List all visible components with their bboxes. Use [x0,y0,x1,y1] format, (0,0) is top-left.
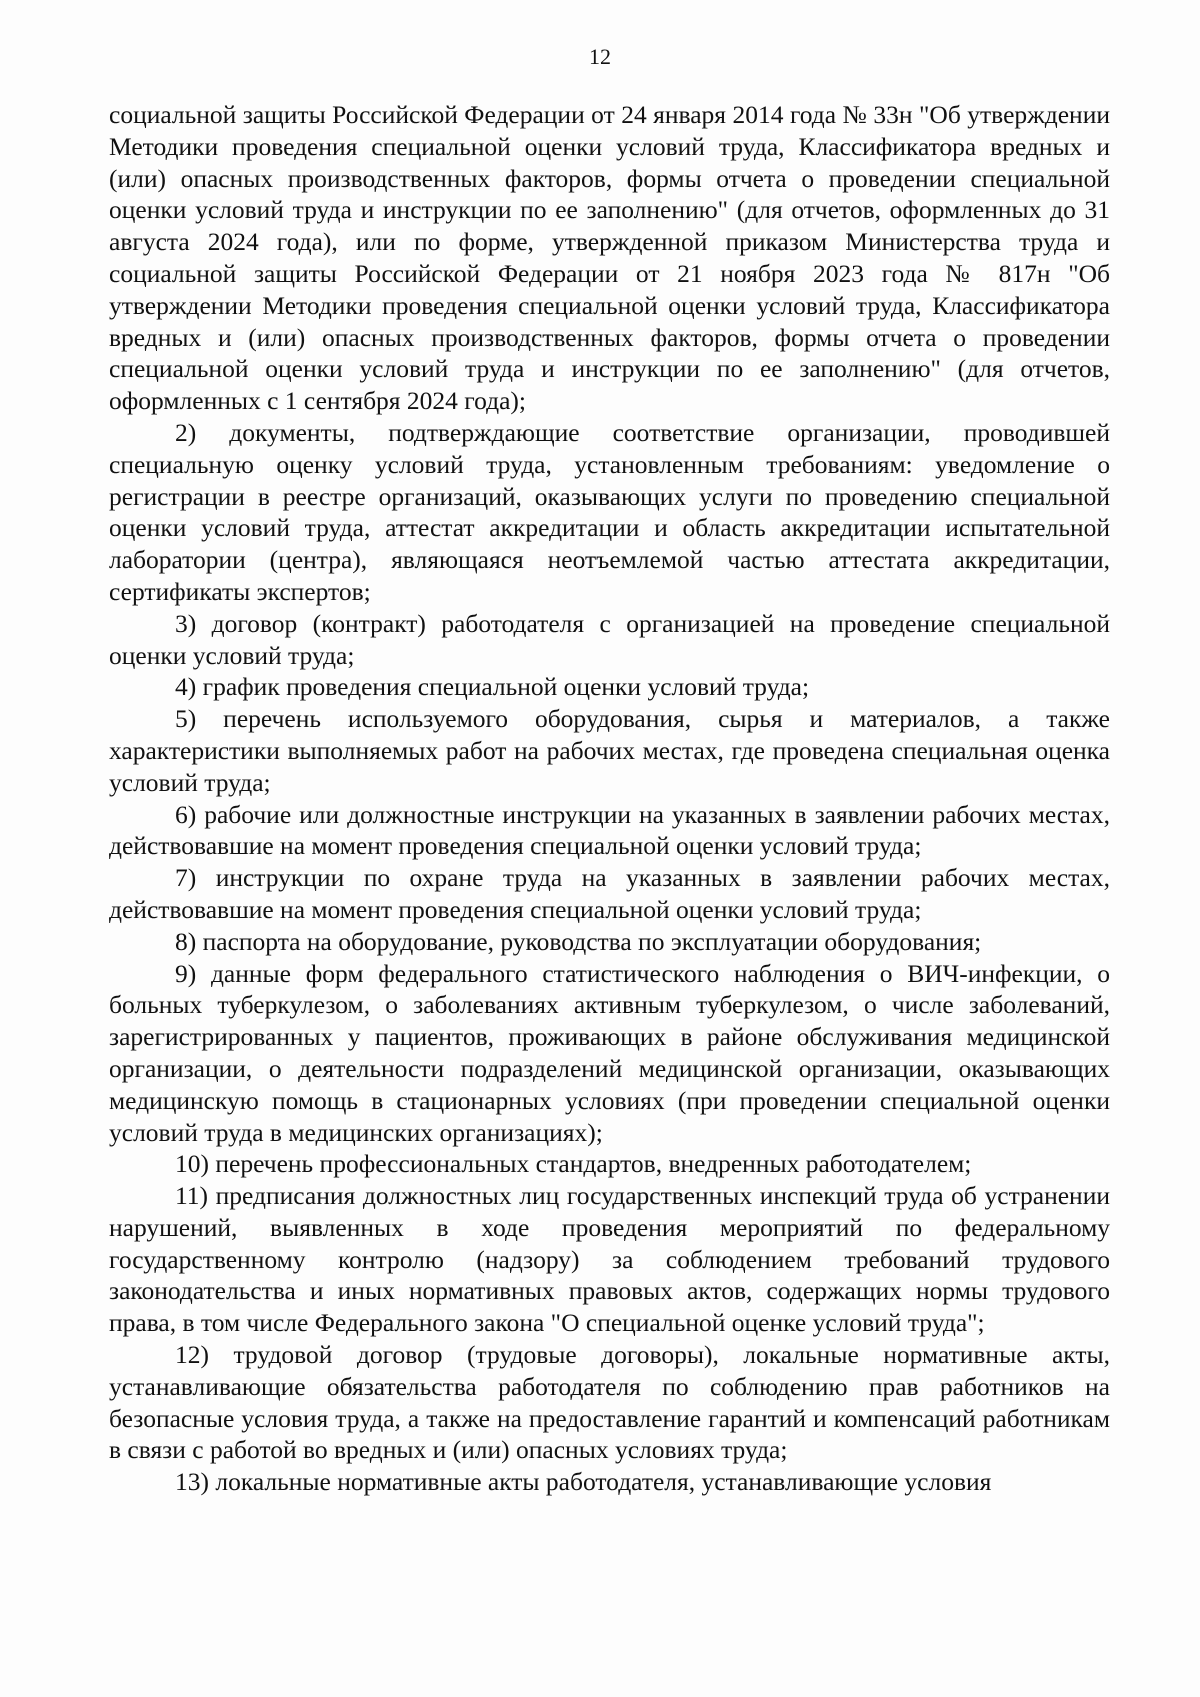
paragraph-item-11: 11) предписания должностных лиц государственных инспекций труда об устранении нарушений, выявленных в ходе проведения мероприятий по федеральному государственному контролю (надзору) за соблюдением требований трудового законодательства и иных нормативных правовых актов, содержащих нормы трудового права, в том числе Федерального закона "О специальной оценке условий труда"; [109,1181,1110,1338]
page-number: 12 [589,44,611,69]
paragraph-item-5: 5) перечень используемого оборудования, сырья и материалов, а также характеристики выполняемых работ на рабочих местах, где проведена специальная оценка условий труда; [109,704,1110,797]
paragraph-item-3: 3) договор (контракт) работодателя с организацией на проведение специальной оценки условий труда; [109,608,1110,670]
paragraph-item-9: 9) данные форм федерального статистического наблюдения о ВИЧ-инфекции, о больных туберкулезом, о заболеваниях активным туберкулезом, о числе заболеваний, зарегистрированных у пациентов, проживающих в районе обслуживания медицинской организации, о деятельности подразделений медицинской организации, оказывающих медицинскую помощь в стационарных условиях (при проведении специальной оценки условий труда в медицинских организациях); [109,958,1110,1147]
document-body [109,99,1110,1498]
paragraph-item-13: 13) локальные нормативные акты работодателя, устанавливающие условия [175,1467,992,1497]
paragraph-continuation: социальной защиты Российской Федерации от 24 января 2014 года № 33н "Об утверждении Методики проведения специальной оценки условий труда, Классификатора вредных и (или) опасных производственных факторов, формы отчета о проведении специальной оценки условий труда и инструкции по ее заполнению" (для отчетов, оформленных до 31 августа 2024 года), или по форме, утвержденной приказом Министерства труда и социальной защиты Российской Федерации от 21 ноября 2023 года № 817н "Об утверждении Методики проведения специальной оценки условий труда, Классификатора вредных и (или) опасных производственных факторов, формы отчета о проведении специальной оценки условий труда и инструкции по ее заполнению" (для отчетов, оформленных с 1 сентября 2024 года); [109,100,1110,416]
paragraph-item-2: 2) документы, подтверждающие соответствие организации, проводившей специальную оценку условий труда, установленным требованиям: уведомление о регистрации в реестре организаций, оказывающих услуги по проведению специальной оценки условий труда, аттестат аккредитации и область аккредитации испытательной лаборатории (центра), являющаяся неотъемлемой частью аттестата аккредитации, сертификаты экспертов; [109,417,1110,606]
paragraph-item-8: 8) паспорта на оборудование, руководства по эксплуатации оборудования; [175,926,982,956]
paragraph-item-12: 12) трудовой договор (трудовые договоры), локальные нормативные акты, устанавливающие обязательства работодателя по соблюдению прав работников на безопасные условия труда, а также на предоставление гарантий и компенсаций работникам в связи с работой во вредных и (или) опасных условиях труда; [109,1340,1110,1465]
paragraph-item-6: 6) рабочие или должностные инструкции на указанных в заявлении рабочих местах, действовавшие на момент проведения специальной оценки условий труда; [109,799,1110,861]
paragraph-item-4: 4) график проведения специальной оценки условий труда; [175,672,810,702]
paragraph-item-7: 7) инструкции по охране труда на указанных в заявлении рабочих местах, действовавшие на момент проведения специальной оценки условий труда; [109,863,1110,924]
paragraph-item-10: 10) перечень профессиональных стандартов, внедренных работодателем; [175,1149,972,1179]
